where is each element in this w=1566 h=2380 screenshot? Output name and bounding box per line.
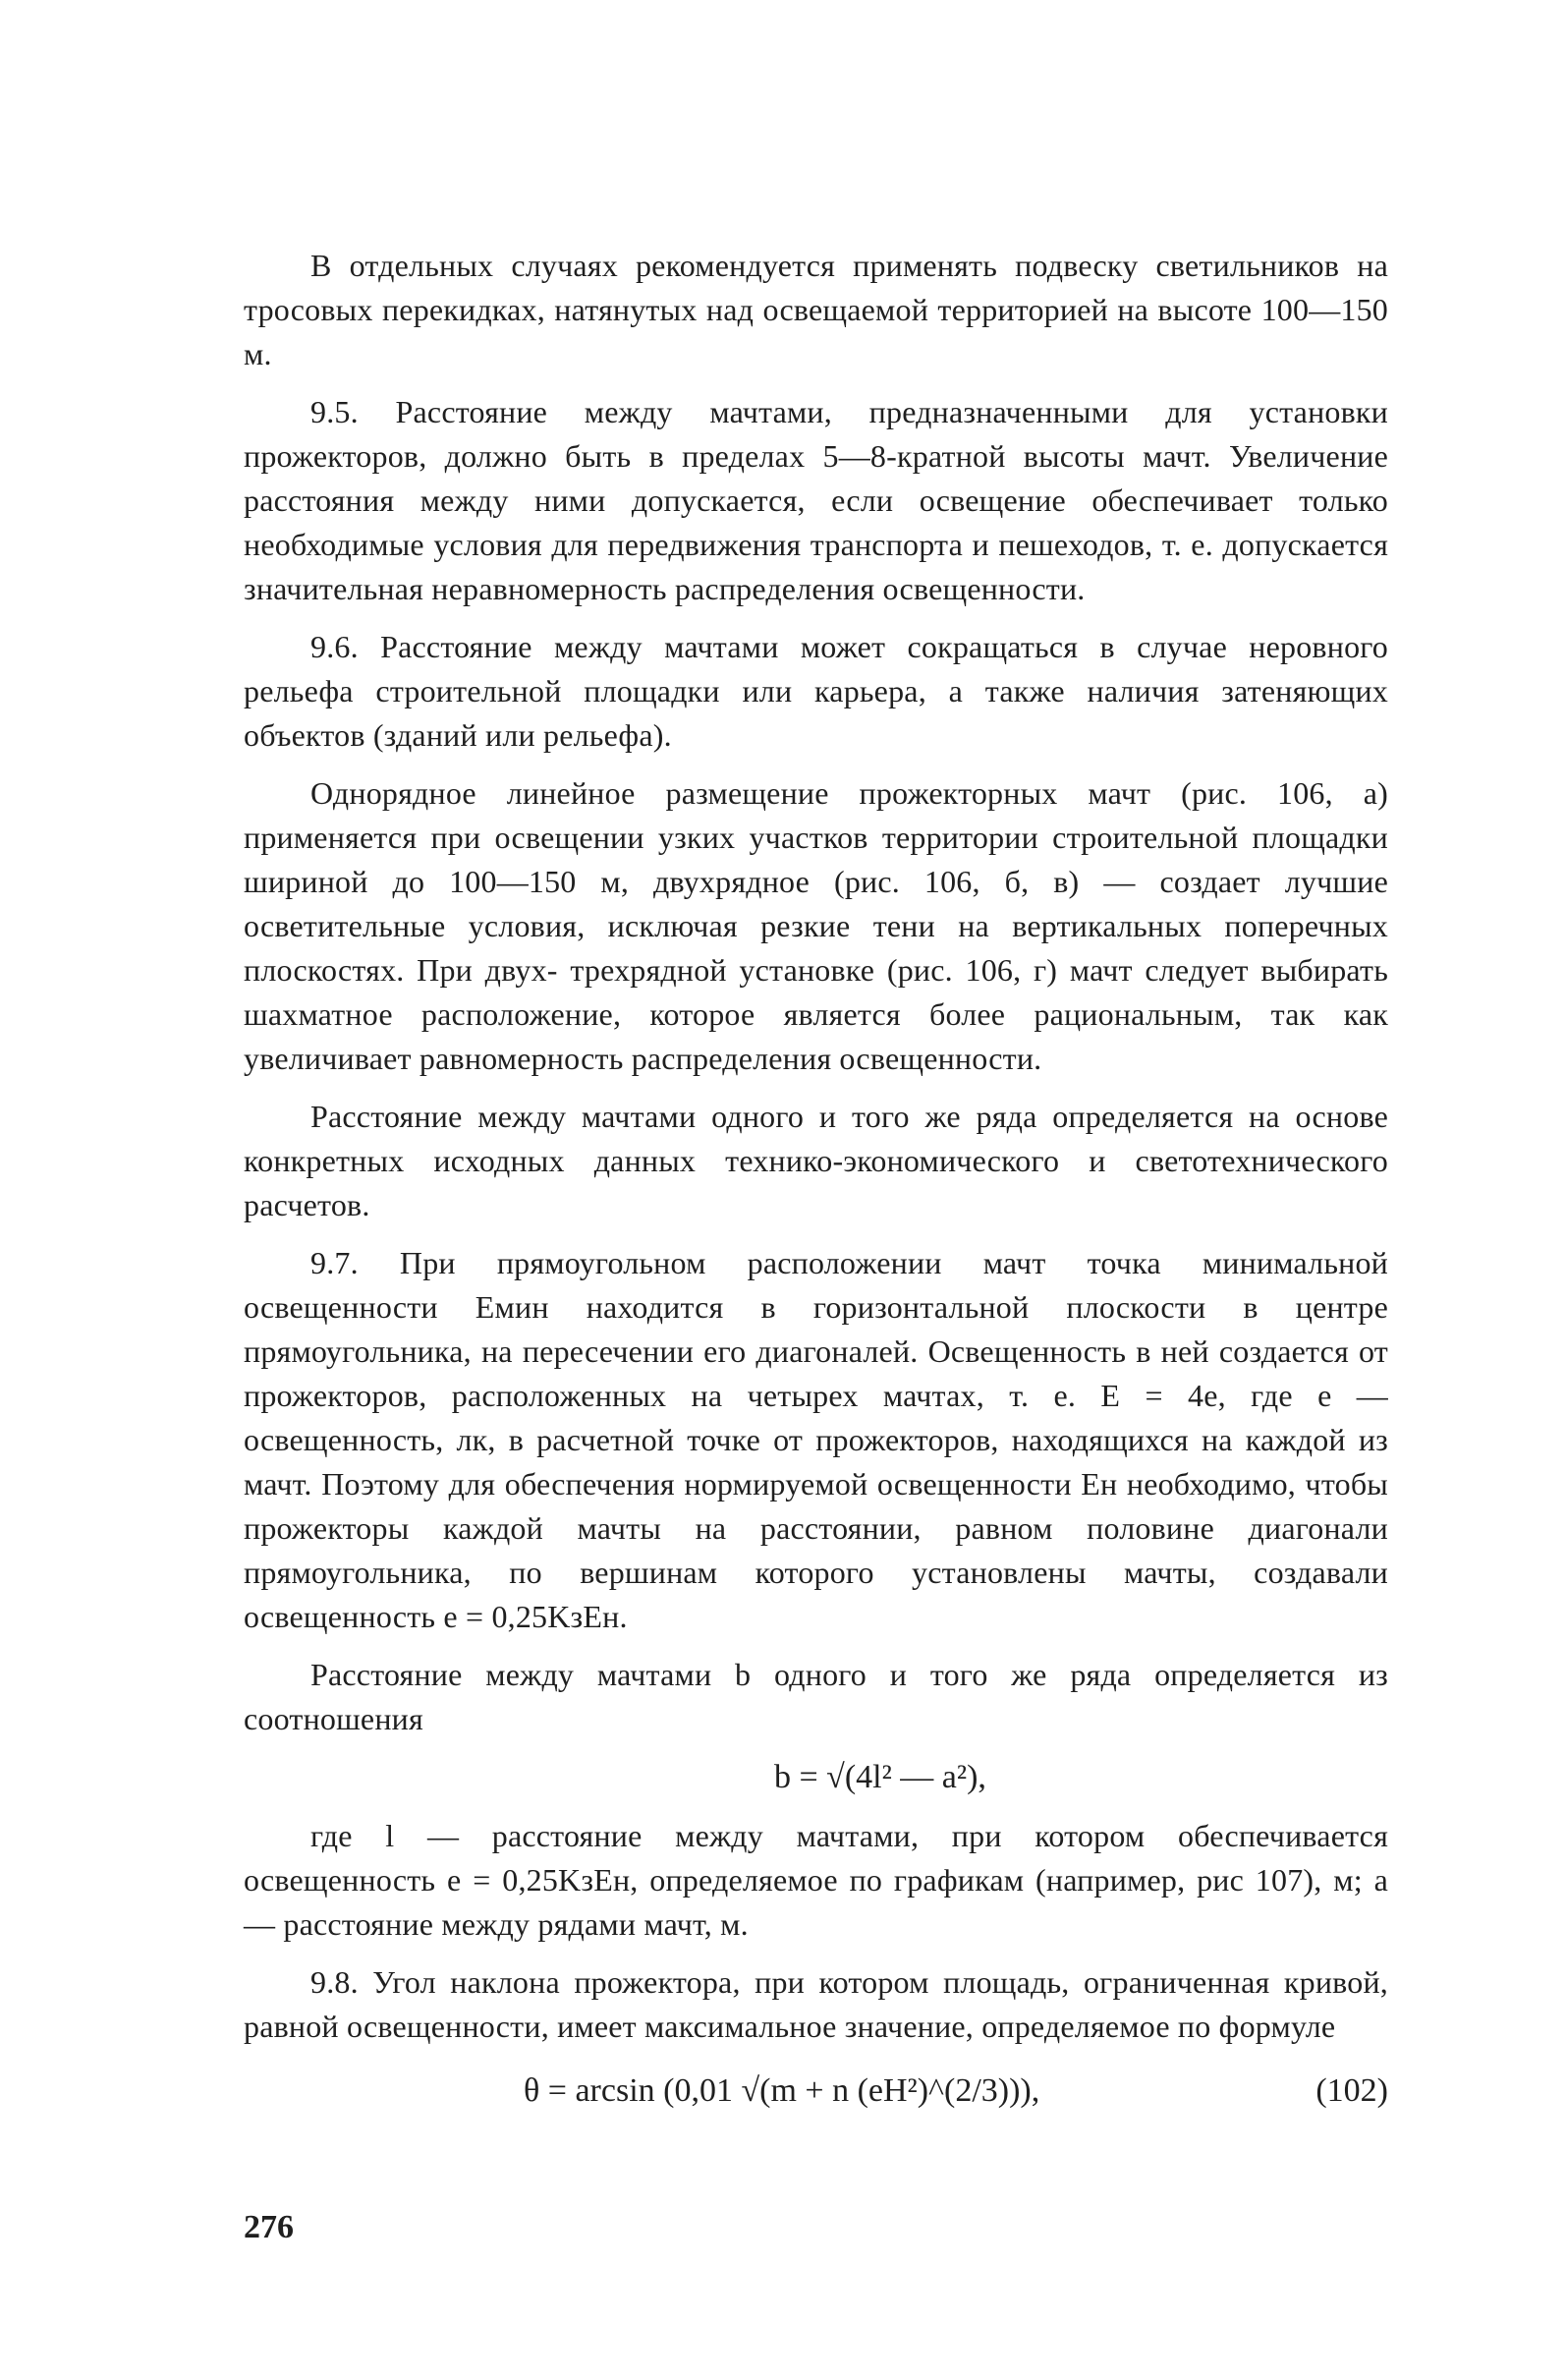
- page-number: 276: [244, 2209, 294, 2245]
- paragraph-cable-suspension: В отдельных случаях рекомендуется применять подвеску светильников на тросовых перекидках, натянутых над освещаемой территорией на высоте 100—150 м.: [244, 248, 1388, 371]
- paragraph-9-8: 9.8. Угол наклона прожектора, при котором площадь, ограниченная кривой, равной освещенности, имеет максимальное значение, определяемое по формуле: [244, 1964, 1388, 2044]
- paragraph-mast-distance: Расстояние между мачтами одного и того же ряда определяется на основе конкретных исходных данных технико-экономического и светотехнического расчетов.: [244, 1099, 1388, 1222]
- equation-number: (102): [1315, 2072, 1388, 2109]
- paragraph-9-7: 9.7. При прямоугольном расположении мачт точка минимальной освещенности Eмин находится в горизонтальной плоскости в центре прямоугольника, на пересечении его диагоналей. Освещенность в ней создается от прожекторов, расположенных на четырех мачтах, т. е. E = 4e, где e — освещенность, лк, в расчетной точке от прожекторов, находящихся на каждой из мачт. Поэтому для обеспечения нормируемой освещенности Eн необходимо, чтобы прожекторы каждой мачты на расстоянии, равном половине диагонали прямоугольника, по вершинам которого установлены мачты, создавали освещенность e = 0,25KзEн.: [244, 1245, 1388, 1634]
- paragraph-9-6: 9.6. Расстояние между мачтами может сокращаться в случае неровного рельефа строительной площадки или карьера, а также наличия затеняющих объектов (зданий или рельефа).: [244, 629, 1388, 753]
- paragraph-formula-definitions: где l — расстояние между мачтами, при котором обеспечивается освещенность e = 0,25KзEн, определяемое по графикам (например, рис 107), м; a — расстояние между рядами мачт, м.: [244, 1818, 1388, 1942]
- paragraph-distance-relation: Расстояние между мачтами b одного и того же ряда определяется из соотношения: [244, 1657, 1388, 1736]
- document-page: [244, 244, 1388, 2268]
- formula-theta-expression: θ = arcsin (0,01 √(m + n (eH²)^(2/3))),: [524, 2072, 1040, 2109]
- paragraph-mast-placement: Однорядное линейное размещение прожекторных мачт (рис. 106, а) применяется при освещении узких участков территории строительной площадки шириной до 100—150 м, двухрядное (рис. 106, б, в) — создает лучшие осветительные условия, исключая резкие тени на вертикальных поперечных плоскостях. При двух- трехрядной установке (рис. 106, г) мачт следует выбирать шахматное расположение, которое является более рациональным, так как увеличивает равномерность распределения освещенности.: [244, 775, 1388, 1076]
- formula-b: b = √(4l² — a²),: [774, 1759, 986, 1795]
- formula-theta: [244, 2063, 1388, 2120]
- paragraph-9-5: 9.5. Расстояние между мачтами, предназначенными для установки прожекторов, должно быть в пределах 5—8-кратной высоты мачт. Увеличение расстояния между ними допускается, если освещение обеспечивает только необходимые условия для передвижения транспорта и пешеходов, т. е. допускается значительная неравномерность распределения освещенности.: [244, 394, 1388, 606]
